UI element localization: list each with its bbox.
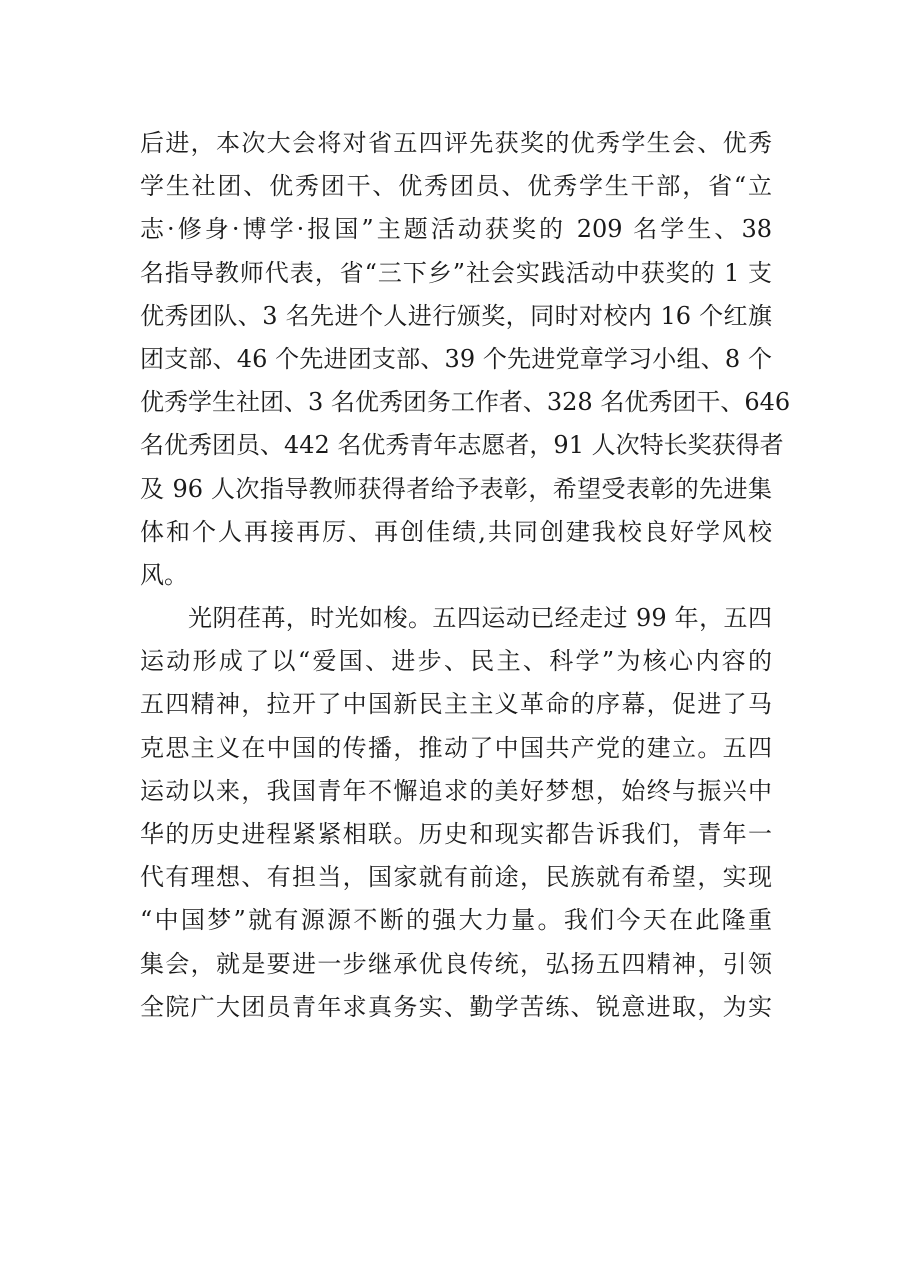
paragraph-awards [140, 122, 791, 597]
text-line: 体和个人再接再厉、再创佳绩,共同创建我校良好学风校 [140, 517, 772, 546]
document-body [140, 122, 791, 1029]
text-line: 学生社团、优秀团干、优秀团员、优秀学生干部，省“立 [140, 172, 772, 201]
text-line: 志·修身·博学·报国”主题活动获奖的 209 名学生、38 [140, 215, 772, 244]
paragraph-may-fourth [140, 597, 772, 1029]
text-line: 光阴荏苒，时光如梭。五四运动已经走过 99 年，五四 [188, 604, 772, 633]
text-line: 优秀团队、3 名先进个人进行颁奖，同时对校内 16 个红旗 [140, 301, 772, 330]
text-line: 克思主义在中国的传播，推动了中国共产党的建立。五四 [140, 733, 772, 762]
text-line: 五四精神，拉开了中国新民主主义革命的序幕，促进了马 [140, 690, 772, 719]
text-line: 运动形成了以“爱国、进步、民主、科学”为核心内容的 [140, 647, 772, 676]
text-line: 集会，就是要进一步继承优良传统，弘扬五四精神，引领 [140, 949, 772, 978]
text-line: 全院广大团员青年求真务实、勤学苦练、锐意进取，为实 [140, 992, 772, 1021]
text-line: 华的历史进程紧紧相联。历史和现实都告诉我们，青年一 [140, 820, 772, 848]
text-line: 优秀学生社团、3 名优秀团务工作者、328 名优秀团干、646 [140, 388, 791, 417]
text-line: 及 96 人次指导教师获得者给予表彰，希望受表彰的先进集 [140, 474, 772, 503]
text-line: 名指导教师代表，省“三下乡”社会实践活动中获奖的 1 支 [140, 258, 772, 287]
text-line: 团支部、46 个先进团支部、39 个先进党章学习小组、8 个 [140, 344, 772, 373]
text-line: 风。 [140, 560, 188, 589]
text-line: 运动以来，我国青年不懈追求的美好梦想，始终与振兴中 [140, 776, 772, 805]
text-line: 代有理想、有担当，国家就有前途，民族就有希望，实现 [140, 863, 772, 892]
text-line: 后进，本次大会将对省五四评先获奖的优秀学生会、优秀 [140, 129, 772, 157]
text-line: 名优秀团员、442 名优秀青年志愿者，91 人次特长奖获得者 [140, 431, 784, 460]
text-line: “中国梦”就有源源不断的强大力量。我们今天在此隆重 [140, 906, 772, 935]
